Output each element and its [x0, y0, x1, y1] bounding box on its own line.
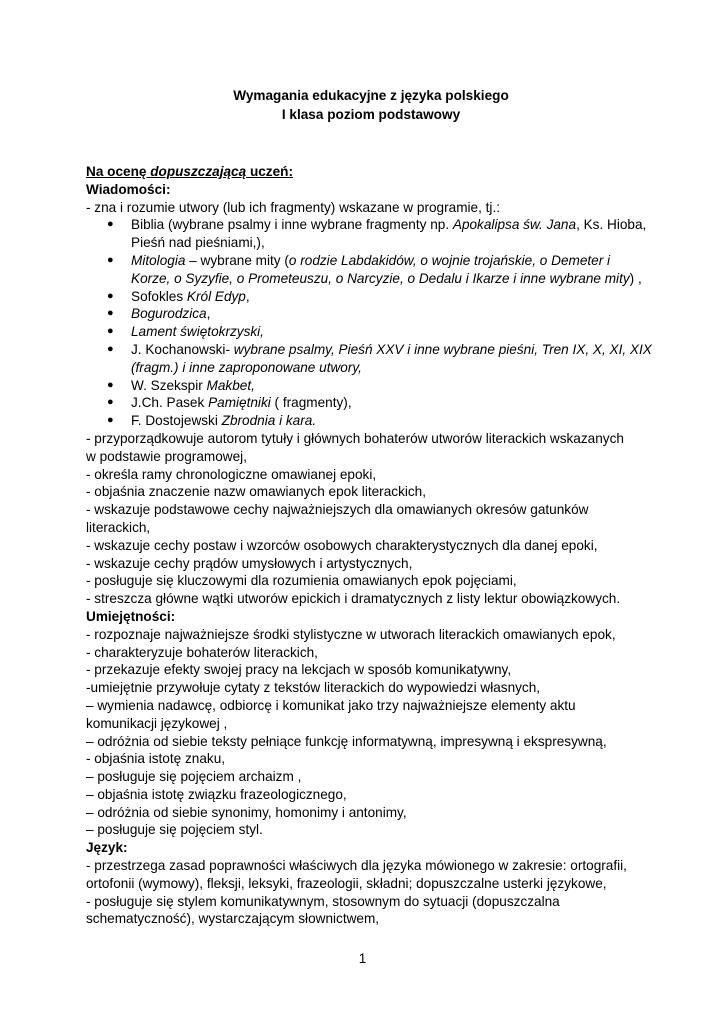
knowledge-line: - przyporządkowuje autorom tytuły i głównych bohaterów utworów literackich wskazanych [86, 430, 624, 446]
document-title [86, 86, 656, 124]
bullet-icon: ● [107, 218, 114, 231]
skill-line: – posługuje się pojęciem archaizm , [86, 769, 302, 785]
work-item: ● W. Szekspir Makbet, [107, 377, 255, 393]
work-item: ● J. Kochanowski- wybrane psalmy, Pieśń XXV i inne wybrane pieśni, Tren IX, X, XI, XIX (fragm.) i inne zaproponowane utwory, [107, 341, 652, 375]
bullet-icon: ● [107, 325, 114, 338]
knowledge-lines [86, 430, 656, 608]
knowledge-heading: Wiadomości: [86, 181, 171, 197]
knowledge-line: - wskazuje podstawowe cechy najważniejszych dla omawianych okresów gatunków [86, 502, 589, 518]
skill-line: komunikacji językowej , [86, 715, 228, 731]
work-item: ● J.Ch. Pasek Pamiętniki ( fragmenty), [107, 395, 352, 411]
language-line: schematyczność), wystarczającym słownictwem, [86, 911, 380, 927]
knowledge-line: - wskazuje cechy prądów umysłowych i artystycznych, [86, 555, 413, 571]
skill-line: – posługuje się pojęciem styl. [86, 822, 263, 838]
skill-line: -umiejętnie przywołuje cytaty z tekstów literackich do wypowiedzi własnych, [86, 680, 541, 696]
language-line: - przestrzega zasad poprawności właściwych dla języka mówionego w zakresie: ortografii, [86, 858, 627, 874]
knowledge-intro: - zna i rozumie utwory (lub ich fragmenty) wskazane w programie, tj.: [86, 199, 500, 215]
bullet-icon: ● [107, 414, 114, 427]
skill-line: - przekazuje efekty swojej pracy na lekcjach w sposób komunikatywny, [86, 662, 512, 678]
title-line-1: Wymagania edukacyjne z języka polskiego [233, 88, 509, 103]
bullet-icon: ● [107, 307, 114, 320]
skill-line: - charakteryzuje bohaterów literackich, [86, 644, 318, 660]
work-item: ● Lament świętokrzyski, [107, 324, 264, 340]
knowledge-line: - posługuje się kluczowymi dla rozumienia omawianych epok pojęciami, [86, 573, 517, 589]
work-item: ● Sofokles Król Edyp, [107, 288, 250, 304]
skills-heading: Umiejętności: [86, 608, 176, 624]
knowledge-line: - wskazuje cechy postaw i wzorców osobowych charakterystycznych dla danej epoki, [86, 537, 598, 553]
document-page [86, 86, 656, 928]
work-item: ● Bogurodzica, [107, 306, 211, 322]
knowledge-line: w podstawie programowej, [86, 448, 247, 464]
works-list [86, 216, 656, 430]
skills-lines [86, 626, 656, 840]
title-line-2: I klasa poziom podstawowy [281, 107, 461, 122]
work-item: ● Biblia (wybrane psalmy i inne wybrane fragmenty np. Apokalipsa św. Jana, Ks. Hioba, Pieśń nad pieśniami,), [107, 217, 647, 251]
skill-line: - objaśnia istotę znaku, [86, 751, 226, 767]
skill-line: - rozpoznaje najważniejsze środki stylistyczne w utworach literackich omawianych epok, [86, 626, 616, 642]
work-item: ● F. Dostojewski Zbrodnia i kara. [107, 413, 317, 429]
bullet-icon: ● [107, 378, 114, 391]
work-item: ● Mitologia – wybrane mity (o rodzie Labdakidów, o wojnie trojańskie, o Demeter i Korze, o Syzyfie, o Prometeuszu, o Narcyzie, o Dedalu i Ikarze i inne wybrane mity) , [107, 252, 642, 286]
skill-line: – odróżnia od siebie teksty pełniące funkcję informatywną, impresywną i ekspresywną, [86, 733, 607, 749]
page-number: 1 [358, 951, 367, 966]
language-heading: Język: [86, 840, 128, 856]
knowledge-line: - określa ramy chronologiczne omawianej epoki, [86, 466, 377, 482]
skill-line: – objaśnia istotę związku frazeologicznego, [86, 786, 347, 802]
language-line: ortofonii (wymowy), fleksji, leksyki, frazeologii, składni; dopuszczalne usterki językowe, [86, 875, 607, 891]
knowledge-line: - streszcza główne wątki utworów epickich i dramatycznych z listy lektur obowiązkowych. [86, 591, 621, 607]
bullet-icon: ● [107, 342, 114, 355]
bullet-icon: ● [107, 253, 114, 266]
language-lines [86, 857, 656, 928]
knowledge-line: literackich, [86, 519, 151, 535]
grade-heading: Na ocenę dopuszczającą uczeń: [86, 164, 293, 179]
bullet-icon: ● [107, 396, 114, 409]
skill-line: – odróżnia od siebie synonimy, homonimy i antonimy, [86, 804, 407, 820]
skill-line: – wymienia nadawcę, odbiorcę i komunikat jako trzy najważniejsze elementy aktu [86, 697, 576, 713]
bullet-icon: ● [107, 289, 114, 302]
knowledge-line: - objaśnia znaczenie nazw omawianych epok literackich, [86, 484, 427, 500]
language-line: - posługuje się stylem komunikatywnym, stosownym do sytuacji (dopuszczalna [86, 893, 560, 909]
grade-name: dopuszczającą [150, 164, 247, 179]
